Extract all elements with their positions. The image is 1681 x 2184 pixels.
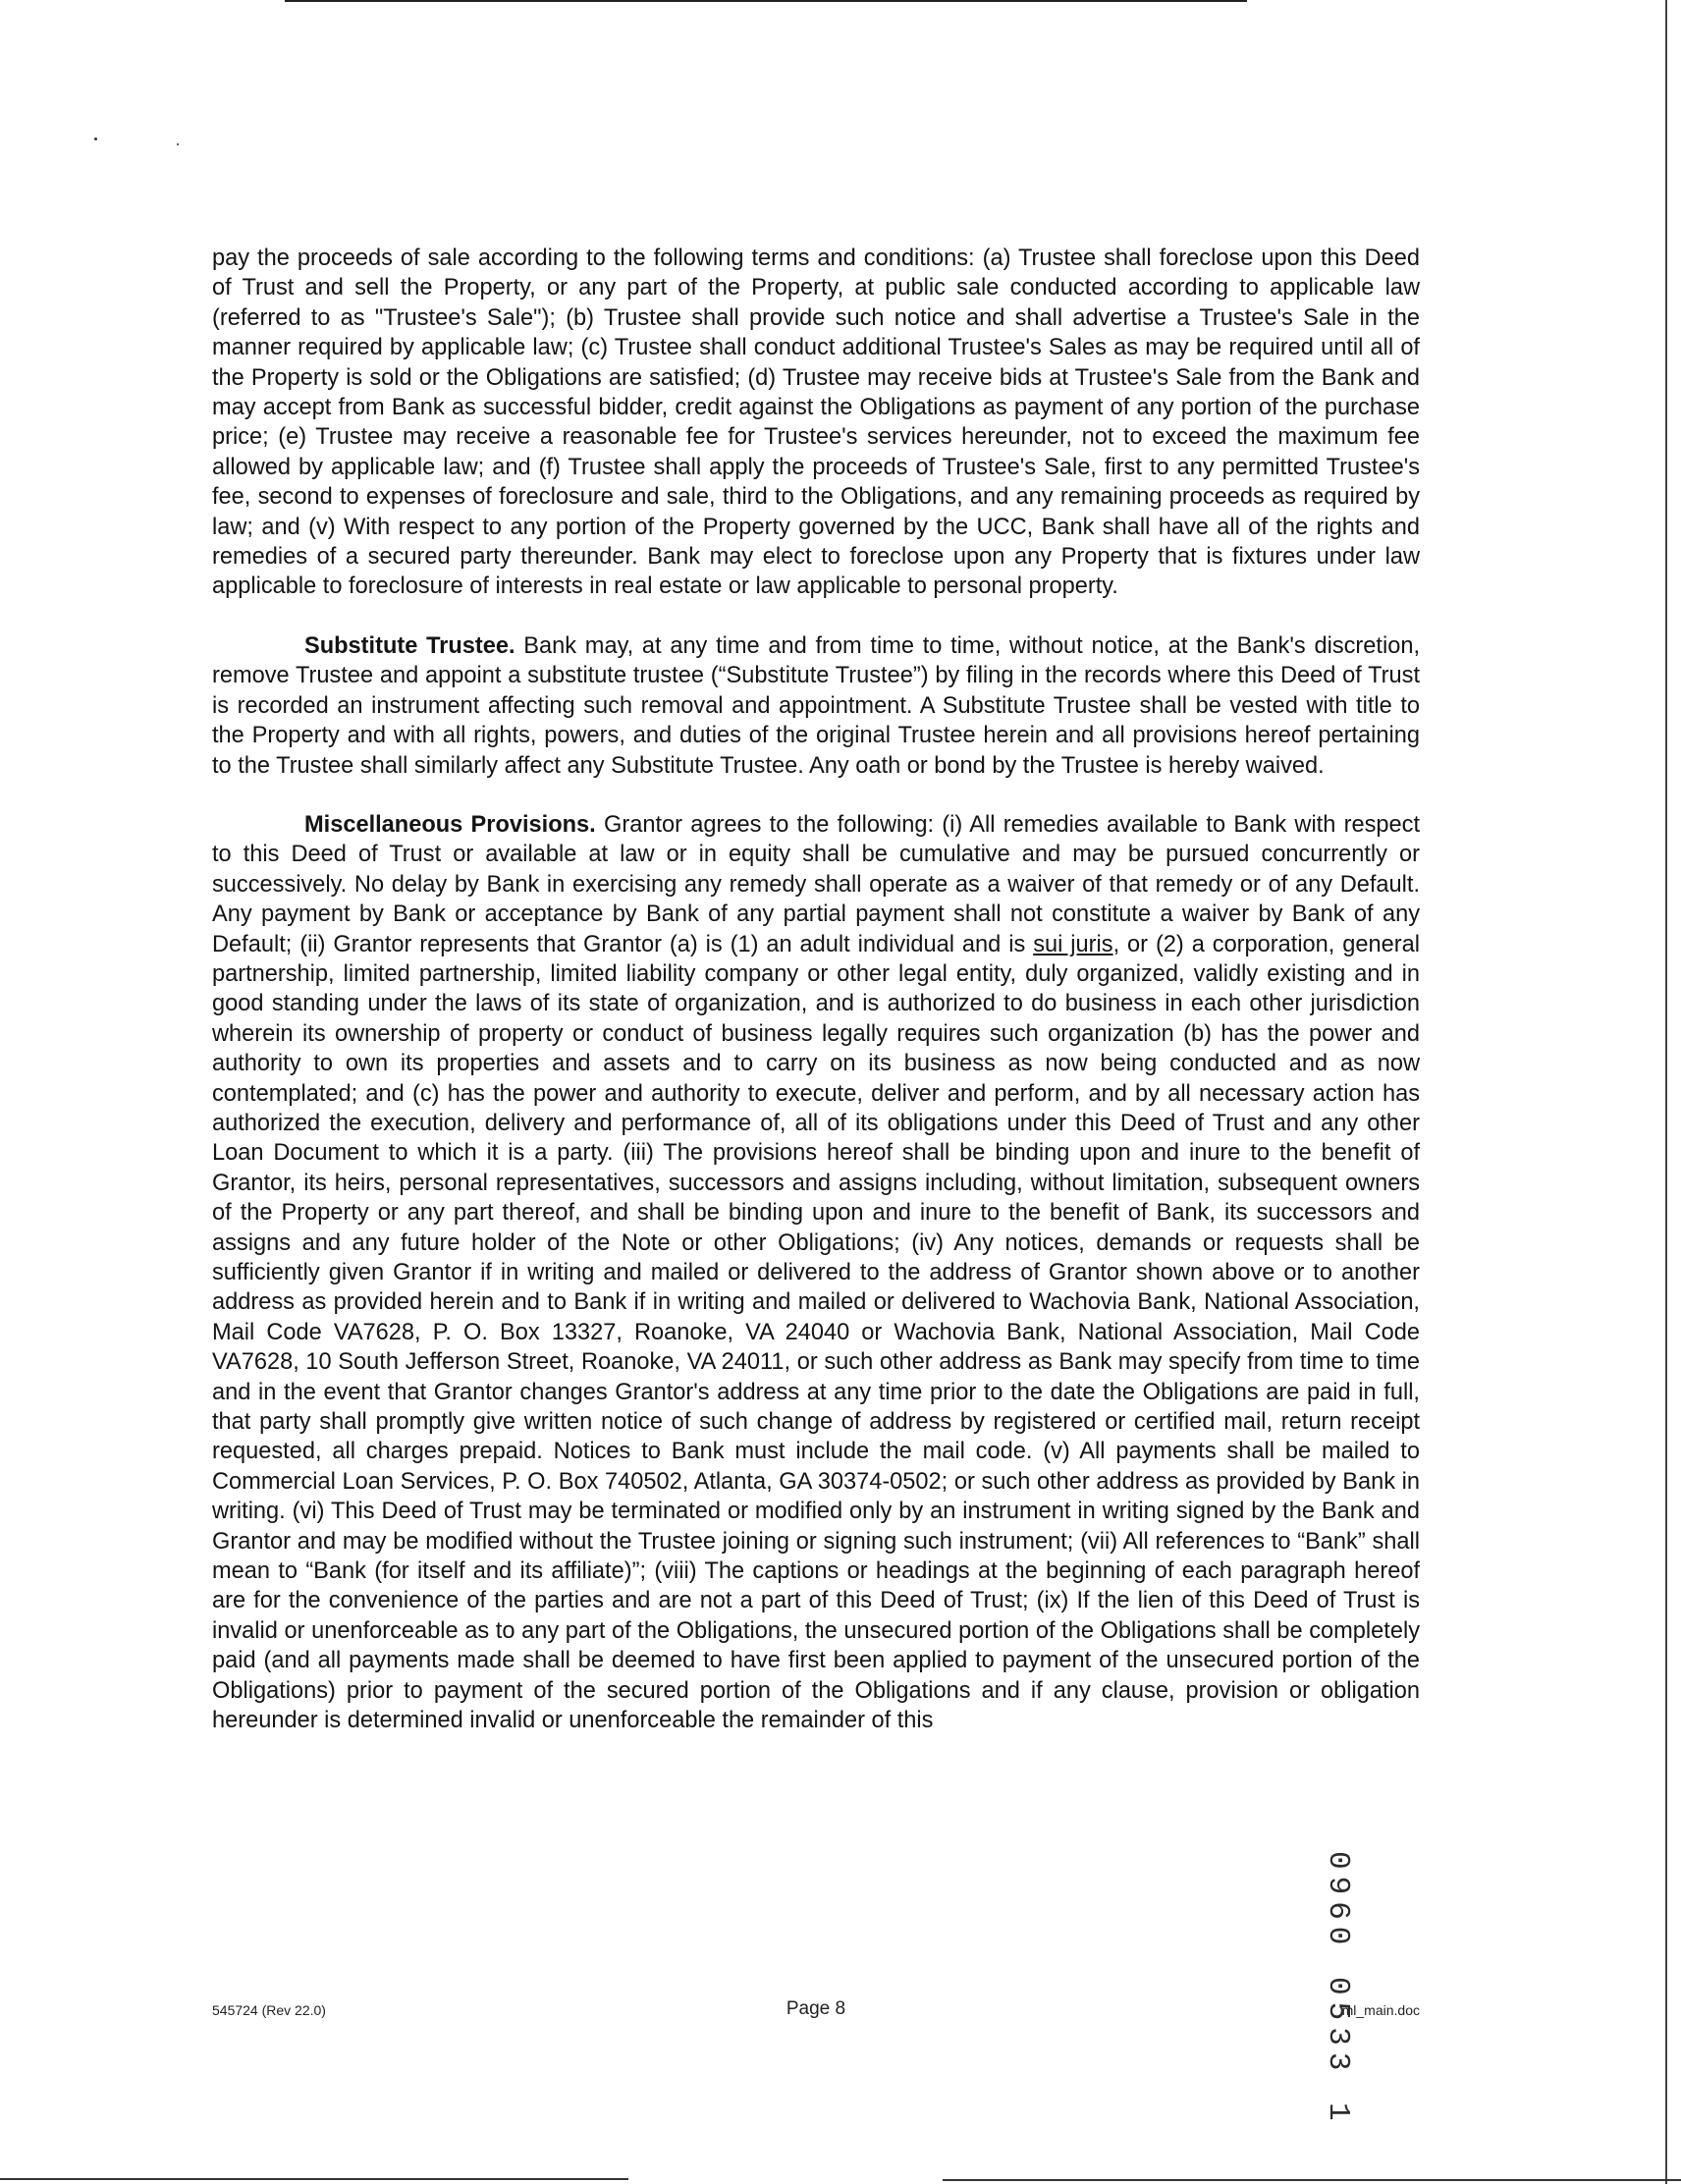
recording-stamp-number: 0960 0533 1: [1321, 1851, 1355, 2128]
document-filename: ml_main.doc: [1341, 2002, 1420, 2018]
scan-border-bottom-left: [0, 2178, 628, 2180]
scan-speck: [177, 143, 179, 145]
scan-border-bottom-right: [943, 2179, 1681, 2181]
scan-speck: [94, 137, 97, 140]
misc-text-part-2: , or (2) a corporation, general partnership, limited partnership, limited liability company or other legal entity, duly organized, validly existing and in good standing under the laws of its state of organization, and is authorized to do business in each other jurisdiction wherein its ownership of property or conduct of business legally requires such organization (b) has the power and authority to own its properties and assets and to carry on its business as now being conducted and as now contemplated; and (c) has the power and authority to execute, deliver and perform, and by all necessary action has authorized the execution, delivery and performance of, all of its obligations under this Deed of Trust and any other Loan Document to which it is a party. (iii) The provisions hereof shall be binding upon and inure to the benefit of Grantor, its heirs, personal representatives, successors and assigns including, without limitation, subsequent owners of the Property or any part thereof, and shall be binding upon and inure to the benefit of Bank, its successors and assigns and any future holder of the Note or other Obligations; (iv) Any notices, demands or requests shall be sufficiently given Grantor if in writing and mailed or delivered to the address of Grantor shown above or to another address as provided herein and to Bank if in writing and mailed or delivered to Wachovia Bank, National Association, Mail Code VA7628, P. O. Box 13327, Roanoke, VA 24040 or Wachovia Bank, National Association, Mail Code VA7628, 10 South Jefferson Street, Roanoke, VA 24011, or such other address as Bank may specify from time to time and in the event that Grantor changes Grantor's address at any time prior to the date the Obligations are paid in full, that party shall promptly give written notice of such change of address by registered or certified mail, return receipt requested, all charges prepaid. Notices to Bank must include the mail code. (v) All payments shall be mailed to Commercial Loan Services, P. O. Box 740502, Atlanta, GA 30374-0502; or such other address as provided by Bank in writing. (vi) This Deed of Trust may be terminated or modified only by an instrument in writing signed by the Bank and Grantor and may be modified without the Trustee joining or signing such instrument; (vii) All references to “Bank” shall mean to “Bank (for itself and its affiliate)”; (viii) The captions or headings at the beginning of each paragraph hereof are for the convenience of the parties and are not a part of this Deed of Trust; (ix) If the lien of this Deed of Trust is invalid or unenforceable as to any part of the Obligations, the unsecured portion of the Obligations shall be completely paid (and all payments made shall be deemed to have first been applied to payment of the unsecured portion of the Obligations) prior to payment of the secured portion of the Obligations and if any clause, provision or obligation hereunder is determined invalid or unenforceable the remainder of this: [212, 931, 1420, 1734]
heading-miscellaneous-provisions: Miscellaneous Provisions.: [304, 811, 596, 838]
scan-border-top: [285, 0, 1247, 2]
paragraph-trustee-sale: pay the proceeds of sale according to the following terms and conditions: (a) Trustee shall foreclose upon this Deed of Trust and sell the Property, or any part of the Property, at public sale conducted according to applicable law (referred to as "Trustee's Sale"); (b) Trustee shall provide such notice and shall advertise a Trustee's Sale in the manner required by applicable law; (c) Trustee shall conduct additional Trustee's Sales as may be required until all of the Property is sold or the Obligations are satisfied; (d) Trustee may receive bids at Trustee's Sale from the Bank and may accept from Bank as successful bidder, credit against the Obligations as payment of any portion of the purchase price; (e) Trustee may receive a reasonable fee for Trustee's services hereunder, not to exceed the maximum fee allowed by applicable law; and (f) Trustee shall apply the proceeds of Trustee's Sale, first to any permitted Trustee's fee, second to expenses of foreclosure and sale, third to the Obligations, and any remaining proceeds as required by law; and (v) With respect to any portion of the Property governed by the UCC, Bank shall have all of the rights and remedies of a secured party thereunder. Bank may elect to foreclose upon any Property that is fixtures under law applicable to foreclosure of interests in real estate or law applicable to personal property.: [212, 246, 1420, 600]
form-number: 545724 (Rev 22.0): [212, 2002, 326, 2018]
sui-juris-term: sui juris: [1033, 931, 1113, 957]
page-footer: [212, 2000, 1420, 2024]
heading-substitute-trustee: Substitute Trustee.: [304, 632, 515, 659]
paragraph-substitute-trustee: [212, 631, 1420, 781]
document-body: [212, 244, 1420, 1766]
paragraph-miscellaneous-provisions: [212, 810, 1420, 1736]
page-number: Page 8: [786, 1998, 846, 2019]
misc-text-part-1: Grantor agrees to the following: (i) All remedies available to Bank with respect to this Deed of Trust or available at law or in equity shall be cumulative and may be pursued concurrently or successively. No delay by Bank in exercising any remedy shall operate as a waiver of that remedy or of any Default. Any payment by Bank or acceptance by Bank of any partial payment shall not constitute a waiver by Bank of any Default; (ii) Grantor represents that Grantor (a) is (1) an adult individual and is: [212, 811, 1420, 957]
scan-border-right: [1665, 0, 1667, 2184]
substitute-trustee-text: Bank may, at any time and from time to time, without notice, at the Bank's discretion, remove Trustee and appoint a substitute trustee (“Substitute Trustee”) by filing in the records where this Deed of Trust is recorded an instrument affecting such removal and appointment. A Substitute Trustee shall be vested with title to the Property and with all rights, powers, and duties of the original Trustee herein and all provisions hereof pertaining to the Trustee shall similarly affect any Substitute Trustee. Any oath or bond by the Trustee is hereby waived.: [212, 632, 1420, 779]
